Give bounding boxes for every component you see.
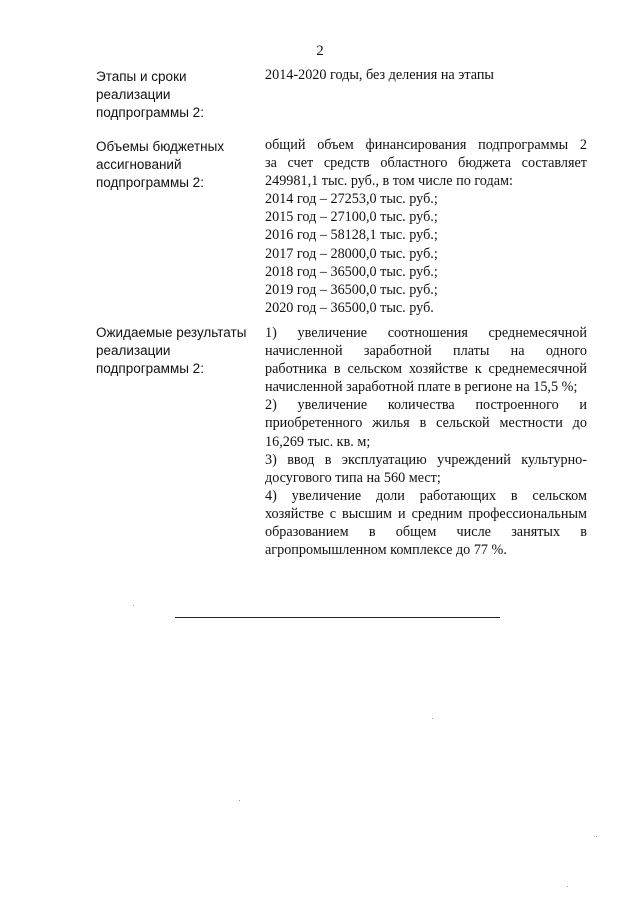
label-line: подпрограммы 2: [96,105,204,120]
content-line: 2015 год – 27100,0 тыс. руб.; [265,209,438,226]
label-line: Объемы бюджетных [96,139,225,154]
content-line: за счет средств областного бюджета составляет [265,155,587,172]
scan-speck [239,800,240,801]
budget-content [265,136,587,317]
content-line: 2020 год – 36500,0 тыс. руб. [265,299,434,316]
content-line: 2018 год – 36500,0 тыс. руб.; [265,263,438,280]
content-line: 2) увеличение количества построенного и [265,397,587,414]
stages-content [265,66,587,84]
content-line: 2016 год – 58128,1 тыс. руб.; [265,227,438,244]
label-line: ассигнований [96,157,182,172]
stages-label [96,68,256,122]
label-line: Ожидаемые результаты [96,325,247,340]
budget-label [96,138,256,192]
scan-speck [432,718,433,719]
results-content [265,324,587,559]
results-label [96,324,256,378]
content-line: приобретенного жилья в сельской местности до [265,415,587,432]
label-line: подпрограммы 2: [96,361,204,376]
scan-speck [567,886,568,887]
content-line: 1) увеличение соотношения среднемесячной [265,325,587,341]
label-line: реализации [96,343,171,358]
content-line: начисленной заработной плате в регионе на 15,5 %; [265,379,578,396]
content-line: 16,269 тыс. кв. м; [265,433,371,450]
content-line: 2019 год – 36500,0 тыс. руб.; [265,281,438,298]
label-line: подпрограммы 2: [96,175,204,190]
page-number: 2 [316,43,324,59]
label-line: Этапы и сроки [96,69,187,84]
content-line: хозяйстве с высшим и средним профессиональным [265,505,587,522]
content-line: 3) ввод в эксплуатацию учреждений культурно- [265,451,587,468]
end-rule [175,617,500,618]
content-line: образованием в общем числе занятых в [265,524,587,541]
content-line: работника в сельском хозяйстве к среднемесячной [265,361,587,378]
content-line: 2017 год – 28000,0 тыс. руб.; [265,245,438,262]
content-line: общий объем финансирования подпрограммы 2 [265,137,587,153]
content-line: 2014 год – 27253,0 тыс. руб.; [265,191,438,208]
content-line: досугового типа на 560 мест; [265,469,441,486]
content-line: 249981,1 тыс. руб., в том числе по годам: [265,173,513,190]
scan-speck [596,836,597,837]
content-line: 2014-2020 годы, без деления на этапы [265,67,494,83]
content-line: начисленной заработной платы на одного [265,343,587,360]
content-line: агропромышленном комплексе до 77 %. [265,542,507,559]
scan-speck [133,605,134,606]
label-line: реализации [96,87,171,102]
content-line: 4) увеличение доли работающих в сельском [265,487,587,504]
